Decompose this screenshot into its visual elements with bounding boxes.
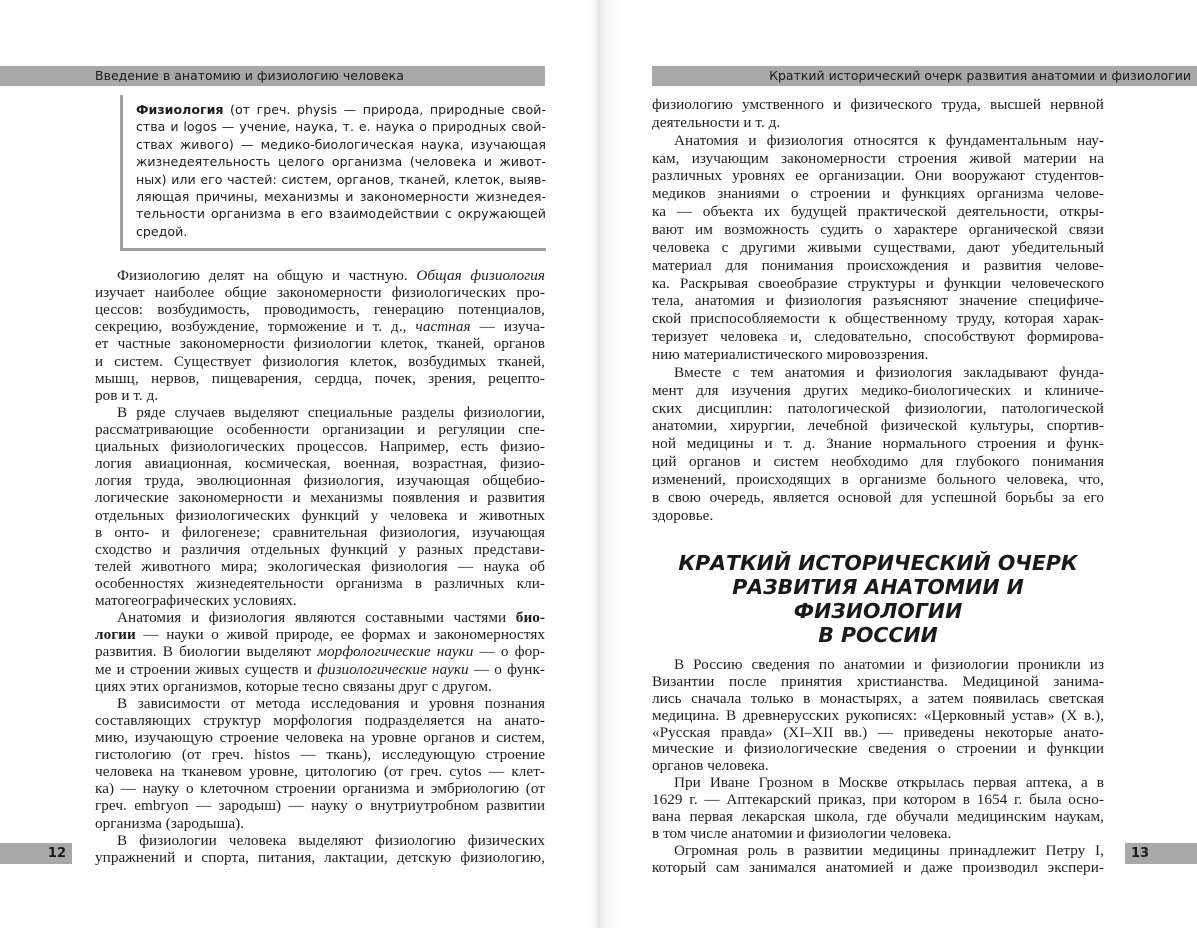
text-run: теризует человека и, следовательно, способствуют формирова- [652, 328, 1104, 346]
text-run: — о фор- [473, 643, 545, 661]
text-line [652, 691, 1104, 708]
text-line [95, 678, 545, 695]
text-line [652, 775, 1104, 792]
text-run: ствах живого) — медико-биологическая наука, изучающая [136, 136, 546, 152]
text-line [95, 558, 545, 575]
text-line [95, 780, 545, 797]
text-run: логические закономерности и механизмы появления и развития [95, 489, 545, 507]
text-run: — изуча- [470, 318, 545, 336]
text-run: развития. В биологии выделяют [95, 643, 318, 661]
text-line [652, 328, 1104, 346]
text-run: средой. [136, 223, 188, 239]
text-line [652, 364, 1104, 382]
text-run: рассматривающие особенности организации и регуляции спе- [95, 420, 545, 438]
section-heading-line: КРАТКИЙ ИСТОРИЧЕСКИЙ ОЧЕРК [678, 551, 1078, 575]
text-line [95, 541, 545, 558]
text-run: составляющих структур морфология подразделяется на анато- [95, 711, 545, 729]
text-line [652, 114, 1104, 132]
text-line [95, 284, 545, 301]
text-line [95, 626, 545, 643]
text-line [95, 661, 545, 678]
text-line [95, 335, 545, 352]
text-line [652, 292, 1104, 310]
text-run: упражнений и спорта, питания, лактации, детскую физиологию, [95, 848, 545, 866]
text-line [652, 185, 1104, 203]
text-line [136, 205, 546, 222]
text-run: изменений, происходящих в организме больного человека, что, [652, 471, 1104, 489]
text-run: ляющая причины, механизмы и закономерности жизнедея- [136, 188, 546, 204]
text-line [95, 421, 545, 438]
text-line [652, 453, 1104, 471]
text-line [652, 417, 1104, 435]
text-run: 1629 г. — Аптекарский приказ, при котором в 1654 г. была осно- [652, 791, 1104, 809]
text-run: материал для понимания происхождения и развития челове- [652, 256, 1104, 274]
text-run: логия авиационная, космическая, военная, возрастная, физио- [95, 455, 545, 473]
text-run: человека на тканевом уровне, цитологию (от греч. cytos — клет- [95, 763, 545, 781]
text-run: циальных физиологических процессов. Например, есть физио- [95, 438, 545, 456]
text-run: ских дисциплин: патологической физиологии, патологической [652, 399, 1104, 417]
text-run: вана первая лекарская школа, где обучали медицинским наукам, [652, 808, 1104, 826]
text-run: Огромная роль в развитии медицины принадлежит Петру I, [674, 841, 1104, 859]
text-line [136, 118, 546, 135]
running-head-left-text: Введение в анатомию и физиологию человека [95, 68, 404, 83]
section-heading-line: РАЗВИТИЯ АНАТОМИИ И ФИЗИОЛОГИИ [732, 575, 1024, 623]
text-run: мию, изучающую строение человека на уровне органов и систем, [95, 728, 545, 746]
section-heading-line: В РОССИИ [818, 623, 938, 647]
text-line [95, 489, 545, 506]
text-run: деятельности и т. д. [652, 113, 781, 131]
text-run: который сам занимался анатомией и даже производил экспери- [652, 858, 1104, 876]
text-run: Анатомия и физиология относятся к фундаментальным нау- [674, 131, 1104, 149]
text-run: «Русская правда» (XI–XII вв.) — приведены некоторые анато- [652, 723, 1104, 741]
text-run: органов человека. [652, 757, 769, 775]
text-line [652, 96, 1104, 114]
text-line [652, 150, 1104, 168]
text-line [652, 826, 1104, 843]
text-line [652, 489, 1104, 507]
text-run: ров и т. д. [95, 386, 159, 404]
text-run: ме и строении живых существ и [95, 660, 318, 678]
text-run: ства и logos — учение, наука, т. е. наука о природных свой- [136, 119, 546, 135]
text-line [652, 741, 1104, 758]
text-run: гистологию (от греч. histos — ткань), исследующую строение [95, 746, 545, 764]
text-run: мент для изучения других медико-биологических и клиниче- [652, 381, 1104, 399]
text-line [95, 438, 545, 455]
text-line [95, 507, 545, 524]
text-run: различных уровнях ее организации. Они вооружают студентов- [652, 167, 1104, 185]
italic-term: Общая физиология [416, 267, 545, 284]
definition-box [120, 95, 546, 251]
text-run: лись сначала только в монастырях, а затем появилась светская [652, 689, 1104, 707]
running-head-right-text: Краткий исторический очерк развития анатомии и физиологии [769, 68, 1191, 83]
section-heading [652, 551, 1104, 647]
text-run: и систем. Существует физиология клеток, возбудимых тканей, [95, 352, 545, 370]
text-line [95, 712, 545, 729]
text-line [652, 725, 1104, 742]
text-line [95, 746, 545, 763]
text-run: ной медицины и т. д. Знание нормального строения и функ- [652, 435, 1104, 453]
text-line [652, 310, 1104, 328]
text-line [136, 153, 546, 170]
text-line [95, 695, 545, 712]
text-run: При Иване Грозном в Москве открылась первая аптека, а в [674, 774, 1104, 792]
text-run: в свою очередь, является основой для успешной борьбы за его [652, 488, 1104, 506]
text-run: нию материалистического мировоззрения. [652, 346, 929, 364]
left-page-body [95, 267, 545, 866]
text-line [95, 849, 545, 866]
text-run: особенностях жизнедеятельности организма в различных кли- [95, 574, 545, 592]
text-run: ка. Раскрывая своеобразие структуры и функции человеческого [652, 274, 1104, 292]
text-line [652, 674, 1104, 691]
page-number-right [1125, 843, 1197, 864]
text-run: телей животного мира; экологическая физиология — наука об [95, 557, 545, 575]
text-line [652, 435, 1104, 453]
text-run: ка — объекта их будущей практической деятельности, откры- [652, 203, 1104, 221]
text-line [652, 239, 1104, 257]
text-line [95, 404, 545, 421]
text-line [95, 832, 545, 849]
right-page [598, 0, 1197, 928]
text-run: анатомии, хирургии, лечебной физической культуры, спортив- [652, 417, 1104, 435]
right-page-body-bottom [652, 657, 1104, 877]
text-run: матогеографических условиях. [95, 592, 297, 610]
text-line [652, 507, 1104, 525]
text-line [652, 132, 1104, 150]
text-run: В Россию сведения по анатомии и физиологии проникли из [674, 656, 1104, 673]
text-run: медиков знаниями о строении и функциях организма челове- [652, 185, 1104, 203]
text-run: изучает наиболее общие закономерности физиологических про- [95, 284, 545, 302]
text-run: тельности организма в его взаимодействии с окружающей [136, 206, 546, 222]
text-line [652, 400, 1104, 418]
text-run: Византии после принятия христианства. Медициной занима- [652, 672, 1104, 690]
page-number-left-text: 12 [47, 846, 66, 861]
italic-term: частная [415, 318, 471, 336]
text-line [136, 171, 546, 188]
text-run: физиологию умственного и физического труда, высшей нервной [652, 96, 1104, 113]
text-run: жизнедеятельность целого организма (человека и живот- [136, 154, 546, 170]
text-run: Физиологию делят на общую и частную. [117, 267, 417, 284]
text-line [95, 815, 545, 832]
text-run: В зависимости от метода исследования и уровня познания [117, 694, 545, 712]
text-line [652, 257, 1104, 275]
right-page-body-top [652, 96, 1104, 525]
text-line [95, 472, 545, 489]
text-run: организма (зародыша). [95, 814, 245, 832]
text-line [136, 101, 546, 118]
text-run: вают им возможность судить о характере органической связи [652, 221, 1104, 239]
text-run: сходство и различия отдельных функций у разных представи- [95, 540, 545, 558]
text-run: ет частные закономерности физиологии клеток, тканей, органов [95, 335, 545, 353]
text-line [95, 524, 545, 541]
text-run: В физиологии человека выделяют физиологию физических [117, 831, 545, 849]
text-run: ных) или его частей: систем, органов, тканей, клеток, выяв- [136, 171, 546, 187]
text-run: — о функ- [468, 660, 545, 678]
italic-term: морфологические науки [317, 643, 474, 661]
text-run: ка) — науку о клеточном строении организма и эмбриологию (от [95, 780, 545, 798]
text-line [95, 267, 545, 284]
text-line [652, 792, 1104, 809]
text-line [95, 609, 545, 626]
text-run: тела, анатомия и физиология разъясняют значение специфиче- [652, 292, 1104, 310]
text-line [95, 797, 545, 814]
italic-term: физиологические науки [317, 660, 469, 678]
text-line [652, 843, 1104, 860]
text-run: мические и физиологические сведения о строении и функции [652, 740, 1104, 758]
text-run: ций органов и систем необходимо для глубокого понимания [652, 453, 1104, 471]
bold-term: логии [95, 626, 136, 644]
text-run: кам, изучающим закономерности строения живой материи на [652, 149, 1104, 167]
text-run: Анатомия и физиология являются составными частями [117, 609, 516, 627]
page-number-right-text: 13 [1131, 846, 1150, 861]
text-run: Вместе с тем анатомия и физиология закладывают фунда- [674, 363, 1104, 381]
text-run: медицина. В древнерусских рукописях: «Церковный устав» (X в.), [652, 706, 1104, 724]
text-line [95, 387, 545, 404]
text-line [95, 370, 545, 387]
text-run: секрецию, возбуждение, торможение и т. д., [95, 318, 416, 336]
text-line [136, 136, 546, 153]
text-line [652, 167, 1104, 185]
text-line [95, 592, 545, 609]
text-line [652, 758, 1104, 775]
text-line [652, 471, 1104, 489]
running-head-right [652, 66, 1197, 86]
text-run: отдельных физиологических функций у человека и животных [95, 506, 545, 524]
text-line [652, 657, 1104, 674]
text-line [95, 318, 545, 335]
text-run: циях этих организмов, которые тесно связаны друг с другом. [95, 677, 492, 695]
bold-term: Физиология [136, 102, 224, 117]
text-line [652, 809, 1104, 826]
text-line [652, 221, 1104, 239]
text-run: в онто- и филогенезе; сравнительная физиология, изучающая [95, 523, 545, 541]
text-line [136, 223, 546, 240]
text-line [95, 575, 545, 592]
text-run: здоровье. [652, 506, 714, 524]
text-line [652, 382, 1104, 400]
text-run: в том числе анатомии и физиологии человека. [652, 824, 952, 842]
book-gutter [590, 0, 598, 928]
text-line [652, 346, 1104, 364]
text-line [652, 860, 1104, 877]
text-run: цессов: возбудимость, проводимость, генерацию потенциалов, [95, 301, 545, 319]
text-run: мышц, нервов, пищеварения, сердца, почек, зрения, рецепто- [95, 369, 545, 387]
text-line [95, 455, 545, 472]
bold-term: био- [515, 609, 545, 627]
text-run: ской приспособляемости к общественному труду, которая харак- [652, 310, 1104, 328]
text-run: (от греч. physis — природа, природные свой- [223, 102, 546, 117]
text-line [95, 353, 545, 370]
left-page [0, 0, 598, 928]
text-run: — науки о живой природе, ее формах и закономерностях [135, 626, 545, 644]
page-number-left [0, 843, 72, 864]
text-run: логия труда, эволюционная физиология, изучающая общебио- [95, 472, 545, 490]
text-line [95, 301, 545, 318]
running-head-left [0, 66, 545, 86]
text-run: В ряде случаев выделяют специальные разделы физиологии, [117, 403, 545, 421]
text-line [95, 643, 545, 660]
text-run: греч. embryon — зародыш) — науку о внутриутробном развитии [95, 797, 545, 815]
text-line [652, 275, 1104, 293]
text-run: человека с другими живыми существами, дают убедительный [652, 238, 1104, 256]
text-line [136, 188, 546, 205]
text-line [95, 763, 545, 780]
text-line [95, 729, 545, 746]
text-line [652, 708, 1104, 725]
text-line [652, 203, 1104, 221]
